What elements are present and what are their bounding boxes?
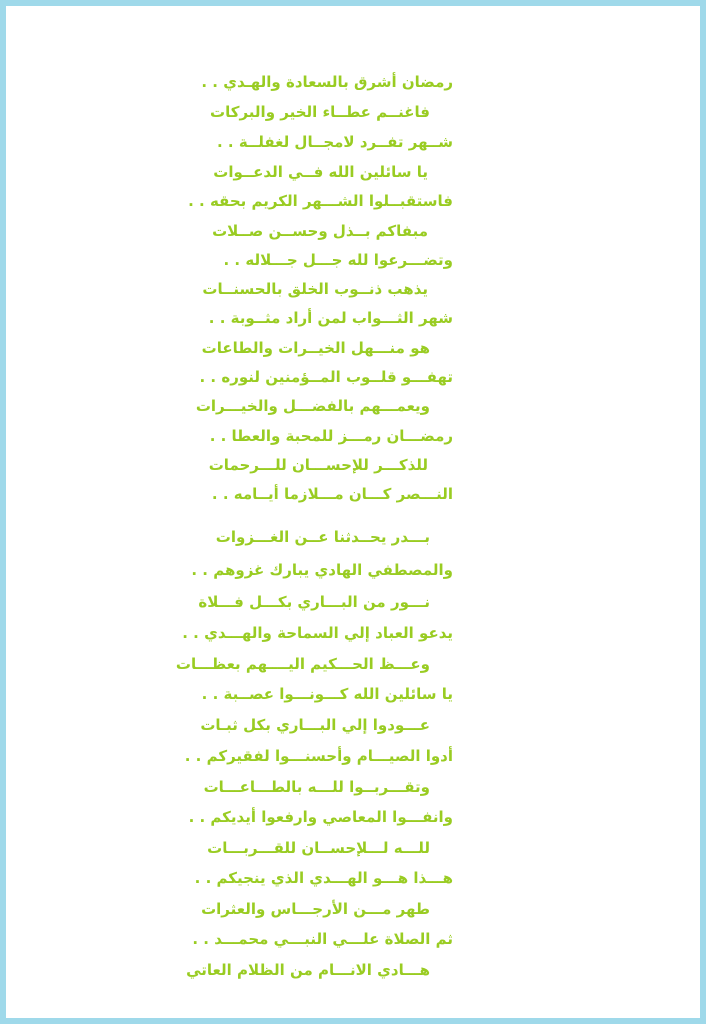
poem-line: شــهر تفــرد لامجــال لغفلــة . . [217, 133, 453, 151]
poem-line: رمضان أشرق بالسعادة والهـدي . . [201, 73, 453, 91]
poem-line: شهر الثـــواب لمن أراد مثــوبة . . [208, 309, 453, 327]
poem-line: تهفـــو قلــوب المــؤمنين لنوره . . [199, 368, 453, 386]
poem-line: والمصطفي الهادي يبارك غزوهم . . [191, 561, 453, 579]
poem-line: هو منـــهل الخيــرات والطاعات [201, 339, 430, 357]
poem-line: فاغنــم عطــاء الخير والبركات [210, 103, 430, 121]
poem-line: فاستقبــلوا الشـــهر الكريم بحقه . . [188, 192, 453, 210]
poem-line: يذهب ذنــوب الخلق بالحسنــات [202, 280, 428, 298]
poem-line: أدوا الصيـــام وأحسنـــوا لفقيركم . . [184, 747, 453, 765]
poem-line: بـــدر يحــدثنا عــن الغـــزوات [215, 528, 430, 546]
poem-line: عـــودوا إلي البـــاري بكل ثبـات [200, 716, 430, 734]
poem-line: النـــصر كـــان مـــلازما أيــامه . . [211, 485, 453, 503]
poem-line: وتضـــرعوا لله جـــل جـــلاله . . [223, 251, 453, 269]
poem-line: يدعو العباد إلي السماحة والهـــدي . . [182, 624, 453, 642]
poem-line: يا سائلين الله كـــونـــوا عصــبة . . [201, 685, 453, 703]
poem-line: هـــادي الانـــام من الظلام العاتي [186, 961, 430, 979]
poem-line: مبفاكم بــذل وحســن صــلات [212, 222, 428, 240]
poem-line: للذكـــر للإحســـان للـــرحمات [208, 456, 428, 474]
poem-line: هـــذا هـــو الهـــدي الذي ينجيكم . . [194, 869, 453, 887]
poem-line: رمضـــان رمـــز للمحبة والعطا . . [209, 427, 453, 445]
poem-line: وتقـــربــوا للـــه بالطـــاعـــات [203, 778, 430, 796]
poem-body [6, 6, 700, 1018]
poem-line: ويعمـــهم بالفضـــل والخيـــرات [195, 397, 430, 415]
poem-line: نـــور من البـــاري بكـــل فـــلاة [198, 593, 430, 611]
poem-line: يا سائلين الله فــي الدعــوات [213, 163, 428, 181]
poem-line: وانفـــوا المعاصي وارفعوا أيديكم . . [188, 808, 453, 826]
poem-line: طهر مـــن الأرجـــاس والعثرات [201, 900, 430, 918]
poem-line: وعـــظ الحـــكيم اليــــهم بعظـــات [175, 655, 430, 673]
poem-line: للـــه لـــلإحســان للقـــربـــات [207, 839, 430, 857]
poem-line: ثم الصلاة علـــي النبـــي محمـــد . . [192, 930, 453, 948]
